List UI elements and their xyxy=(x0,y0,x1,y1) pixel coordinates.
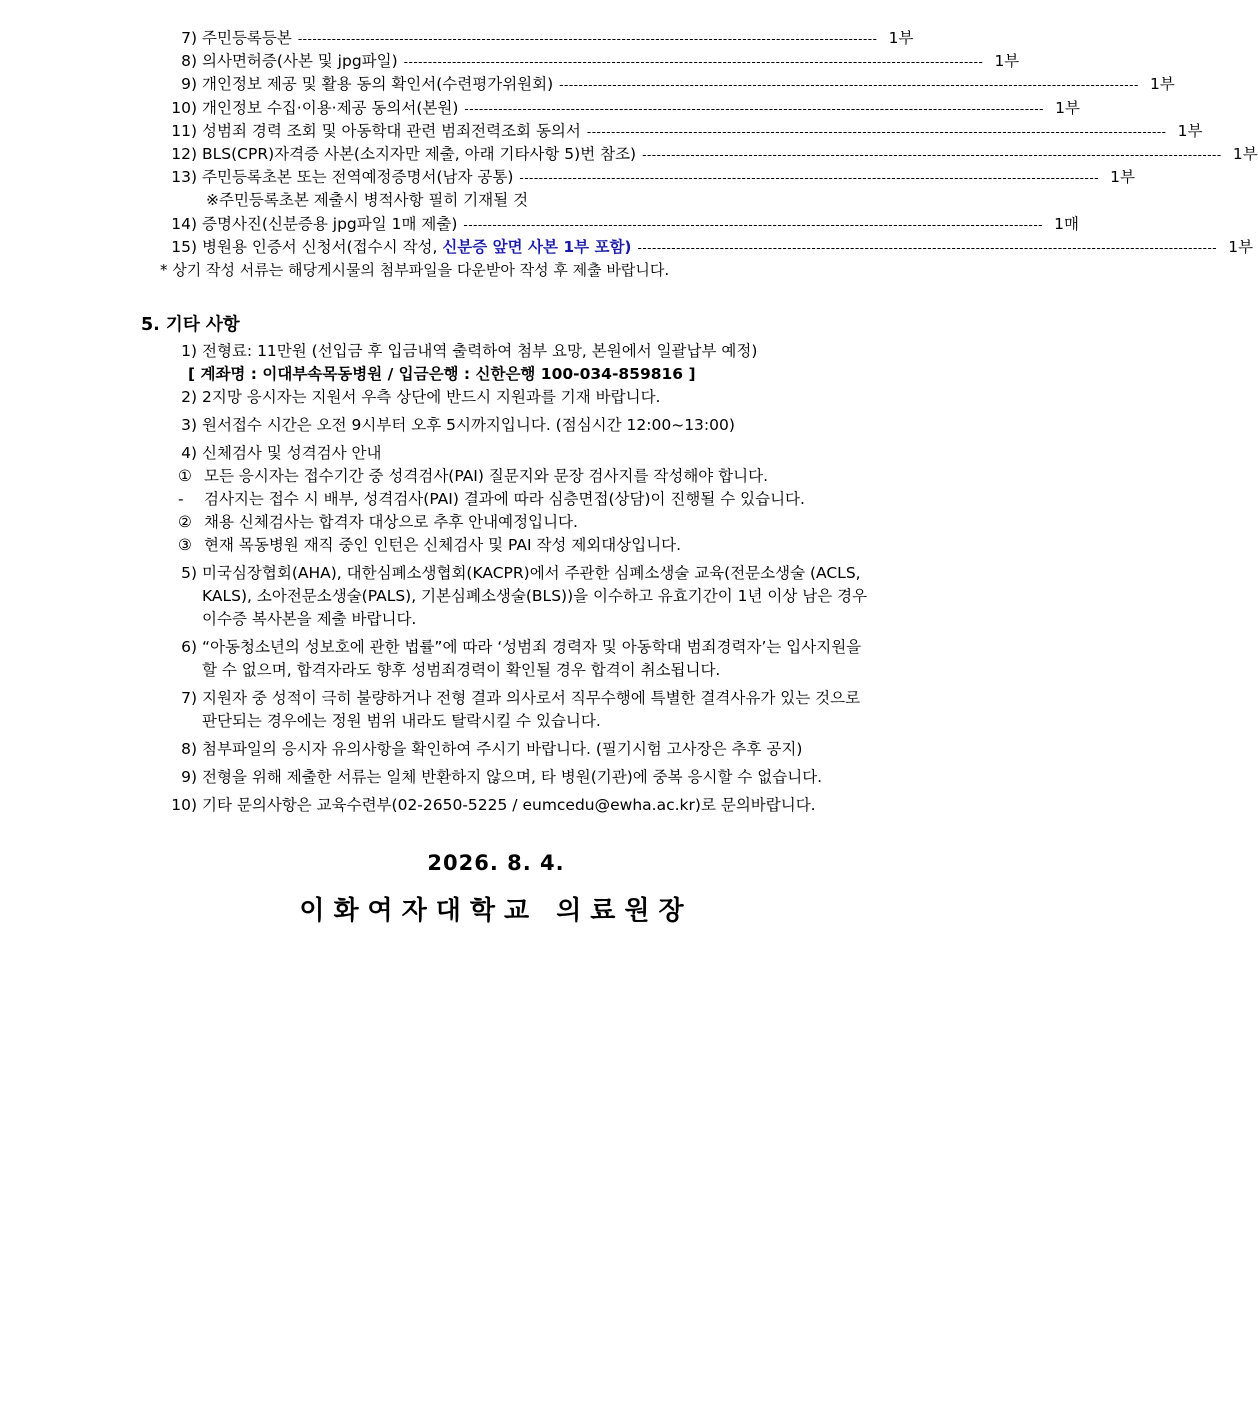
item-number: 5) xyxy=(181,564,197,582)
sub-marker: ① xyxy=(178,467,192,485)
leader-dots: ------------------------------------------------------------------------------------------------------------------------ xyxy=(464,101,1045,116)
document-item xyxy=(160,235,1254,258)
document-count: 1부 xyxy=(888,29,914,47)
leader-dots: ------------------------------------------------------------------------------------------------------------------------ xyxy=(519,171,1099,186)
item-number: 7) xyxy=(181,689,197,707)
sub-marker: ② xyxy=(178,513,192,531)
item-number: 9) xyxy=(181,768,197,786)
document-label xyxy=(202,235,632,257)
document-count: 1부 xyxy=(1232,144,1258,163)
leader-dots: ------------------------------------------------------------------------------------------------------------------------ xyxy=(642,147,1222,162)
item-number: 4) xyxy=(181,444,197,462)
item-text: 2지망 응시자는 지원서 우측 상단에 반드시 지원과를 기재 바랍니다. xyxy=(202,388,661,406)
item-number: 6) xyxy=(181,638,197,656)
item-number: 10) xyxy=(171,98,197,117)
item-number: 8) xyxy=(181,740,197,758)
sub-item-text: 모든 응시자는 접수기간 중 성격검사(PAI) 질문지와 문장 검사지를 작성해야 합니다. xyxy=(204,467,769,485)
item-number: 15) xyxy=(171,237,197,256)
list-item xyxy=(160,794,875,817)
section-title: 5. 기타 사항 xyxy=(141,315,240,335)
item-number: 9) xyxy=(181,75,197,94)
item-text: 지원자 중 성적이 극히 불량하거나 전형 결과 의사로서 직무수행에 특별한 결격사유가 있는 것으로 판단되는 경우에는 정원 범위 내라도 탈락시킬 수 있습니다. xyxy=(202,689,861,730)
item-text: 미국심장협회(AHA), 대한심폐소생협회(KACPR)에서 주관한 심폐소생술 교육(전문소생술 (ACLS, KALS), 소아전문소생술(PALS), 기본심폐소생술(BLS))을 이수하고 유효기간이 1년 이상 남은 경우 이수증 복사본을 제출 바랍니다. xyxy=(202,564,868,628)
documents-footnote: * 상기 작성 서류는 해당게시물의 첨부파일을 다운받아 작성 후 제출 바랍니다. xyxy=(160,260,670,279)
document-label-text: 병원용 인증서 신청서(접수시 작성, xyxy=(202,237,443,256)
item-text: “아동청소년의 성보호에 관한 법률”에 따라 ‘성범죄 경력자 및 아동학대 범죄경력자’는 입사지원을 할 수 없으며, 합격자라도 향후 성범죄경력이 확인될 경우 합격이 취소됩니다. xyxy=(202,638,862,679)
document-item xyxy=(160,142,1258,165)
list-item xyxy=(160,766,875,789)
item-number: 8) xyxy=(181,52,197,71)
sub-item-text: 채용 신체검사는 합격자 대상으로 추후 안내예정입니다. xyxy=(204,513,578,531)
list-item xyxy=(160,562,875,631)
document-label: 성범죄 경력 조회 및 아동학대 관련 범죄전력조회 동의서 xyxy=(202,121,581,140)
document-date: 2026. 8. 4. xyxy=(427,851,565,875)
list-item xyxy=(160,738,875,761)
sub-item xyxy=(160,534,875,557)
item-text: 전형을 위해 제출한 서류는 일체 반환하지 않으며, 타 병원(기관)에 중복 응시할 수 없습니다. xyxy=(202,768,823,786)
document-item xyxy=(160,72,1175,95)
sub-item xyxy=(160,488,875,511)
document-count: 1부 xyxy=(994,52,1020,71)
list-item xyxy=(160,386,875,409)
document-count: 1부 xyxy=(1228,237,1254,256)
document-label: 개인정보 제공 및 활용 동의 확인서(수련평가위원회) xyxy=(202,75,554,94)
leader-dots: ------------------------------------------------------------------------------------------------------------------------ xyxy=(463,217,1043,232)
item-text: 첨부파일의 응시자 유의사항을 확인하여 주시기 바랍니다. (필기시험 고사장은 추후 공지) xyxy=(202,740,803,758)
item-text: 신체검사 및 성격검사 안내 xyxy=(202,444,382,462)
list-item xyxy=(160,442,875,465)
document-label-highlight: 신분증 앞면 사본 1부 포함) xyxy=(442,237,632,256)
sub-marker: - xyxy=(178,490,184,508)
item-number: 1) xyxy=(181,342,197,360)
item-number: 14) xyxy=(171,214,197,233)
item-number: 11) xyxy=(171,121,197,140)
document-label: 의사면허증(사본 및 jpg파일) xyxy=(202,52,398,71)
document-count: 1매 xyxy=(1054,214,1079,233)
item-number: 12) xyxy=(171,144,197,163)
item-number: 3) xyxy=(181,416,197,434)
leader-dots: ------------------------------------------------------------------------------------------------------------------------ xyxy=(637,240,1218,255)
leader-dots: ------------------------------------------------------------------------------------------------------------------------ xyxy=(403,55,984,70)
issuer-signature: 이화여자대학교 의료원장 xyxy=(299,896,693,926)
item-text: 전형료: 11만원 (선입금 후 입금내역 출력하여 첨부 요망, 본원에서 일괄납부 예정) xyxy=(202,342,758,360)
sub-item xyxy=(160,511,875,534)
document-label: 주민등록등본 xyxy=(202,29,292,47)
document-label: 개인정보 수집·이용·제공 동의서(본원) xyxy=(202,98,459,117)
required-documents-list xyxy=(160,26,1258,280)
leader-dots: ------------------------------------------------------------------------------------------------------------------------ xyxy=(297,32,878,46)
item-text: 기타 문의사항은 교육수련부(02-2650-5225 / eumcedu@ewha.ac.kr)로 문의바랍니다. xyxy=(202,796,816,814)
document-label: BLS(CPR)자격증 사본(소지자만 제출, 아래 기타사항 5)번 참조) xyxy=(202,144,637,163)
document-item xyxy=(160,49,1020,72)
item-number: 2) xyxy=(181,388,197,406)
item-number: 7) xyxy=(181,29,197,47)
document-item xyxy=(160,165,1135,188)
document-count: 1부 xyxy=(1110,168,1135,187)
misc-items xyxy=(160,340,875,817)
document-item xyxy=(160,212,1079,235)
list-item xyxy=(160,414,875,437)
leader-dots: ------------------------------------------------------------------------------------------------------------------------ xyxy=(586,124,1167,139)
document-item xyxy=(160,96,1081,119)
document-count: 1부 xyxy=(1177,121,1203,140)
document-note: ※주민등록초본 제출시 병적사항 필히 기재될 것 xyxy=(206,191,529,210)
document-item xyxy=(160,26,914,49)
list-item xyxy=(160,687,875,733)
sub-item xyxy=(160,465,875,488)
list-item xyxy=(160,340,875,363)
sub-marker: ③ xyxy=(178,536,192,554)
document-item xyxy=(160,119,1203,142)
sub-item-text: 현재 목동병원 재직 중인 인턴은 신체검사 및 PAI 작성 제외대상입니다. xyxy=(204,536,682,554)
item-number: 13) xyxy=(171,168,197,187)
item-number: 10) xyxy=(171,796,197,814)
bank-account: [ 계좌명 : 이대부속목동병원 / 입금은행 : 신한은행 100-034-859816 ] xyxy=(188,365,696,383)
document-count: 1부 xyxy=(1149,75,1175,94)
leader-dots: ------------------------------------------------------------------------------------------------------------------------ xyxy=(559,78,1139,93)
item-text: 원서접수 시간은 오전 9시부터 오후 5시까지입니다. (점심시간 12:00~13:00) xyxy=(202,416,735,434)
document-label: 주민등록초본 또는 전역예정증명서(남자 공통) xyxy=(202,168,514,187)
list-item xyxy=(160,636,875,682)
document-label: 증명사진(신분증용 jpg파일 1매 제출) xyxy=(202,214,458,233)
document-count: 1부 xyxy=(1055,98,1081,117)
sub-item-text: 검사지는 접수 시 배부, 성격검사(PAI) 결과에 따라 심층면접(상담)이 진행될 수 있습니다. xyxy=(204,490,805,508)
